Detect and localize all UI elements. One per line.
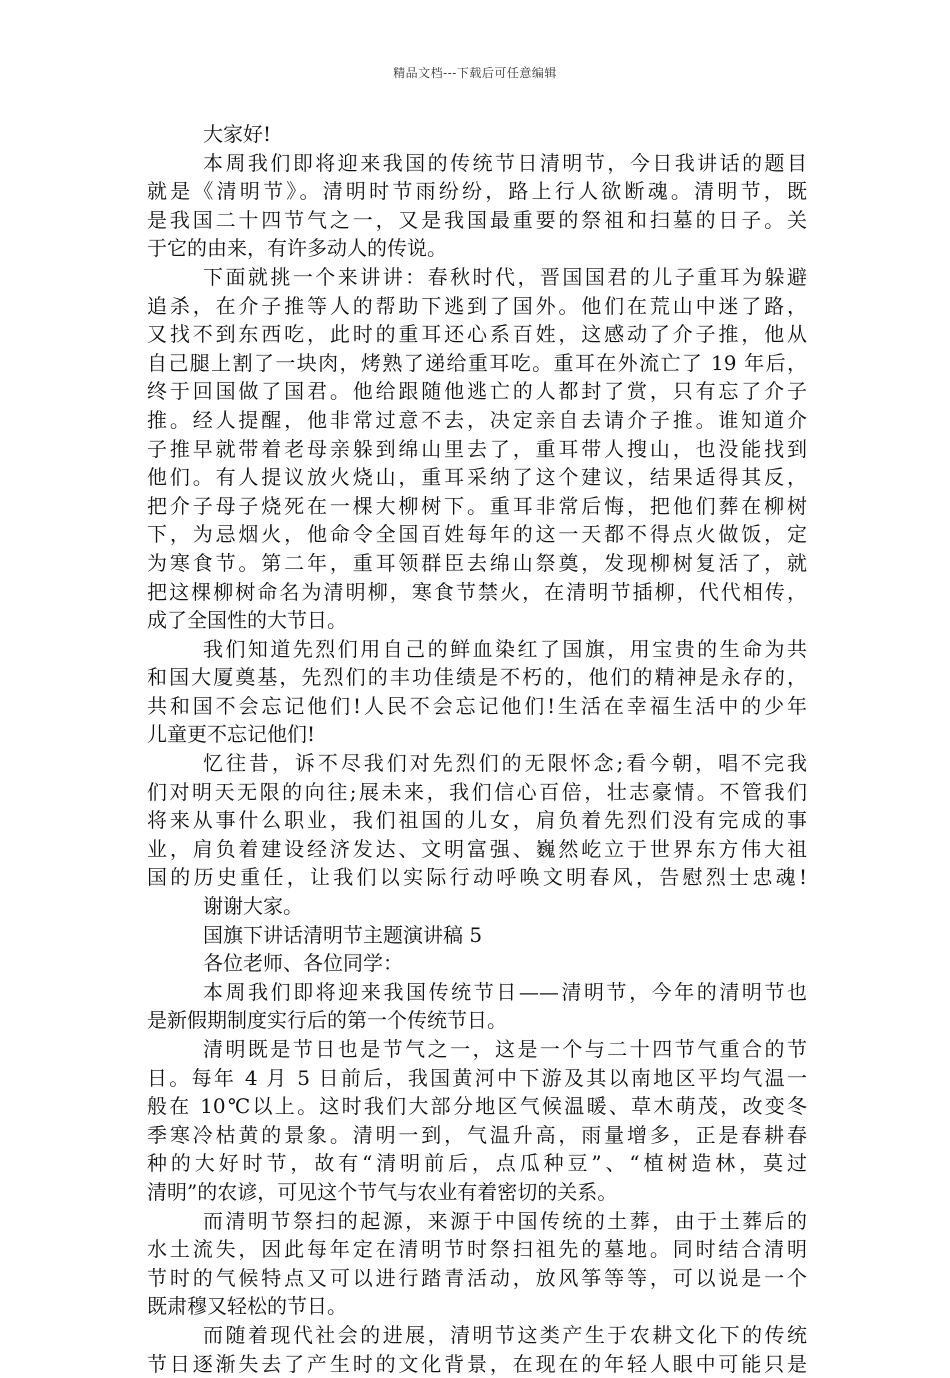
text-line: 既肃穆又轻松的节日。: [147, 1294, 347, 1319]
text-line: 和国大厦奠基，先烈们的丰功佳绩是不朽的，他们的精神是永存的，: [147, 665, 807, 690]
text-line: 是新假期制度实行后的第一个传统节日。: [147, 1008, 507, 1033]
text-line: 把介子母子烧死在一棵大柳树下。重耳非常后悔，把他们葬在柳树: [147, 493, 807, 518]
text-line: 种的大好时节，故有“清明前后，点瓜种豆”、“植树造林，莫过: [147, 1151, 807, 1176]
text-line: 般在 10℃以上。这时我们大部分地区气候温暖、草木萌茂，改变冬: [147, 1094, 807, 1119]
text-line: 业，肩负着建设经济发达、文明富强、巍然屹立于世界东方伟大祖: [147, 836, 807, 861]
text-line: 我们知道先烈们用自己的鲜血染红了国旗，用宝贵的生命为共: [203, 636, 807, 661]
text-line: 终于回国做了国君。他给跟随他逃亡的人都封了赏，只有忘了介子: [147, 379, 807, 404]
text-line: 于它的由来，有许多动人的传说。: [147, 236, 447, 261]
text-line: 们对明天无限的向往;展未来，我们信心百倍，壮志豪情。不管我们: [147, 779, 807, 804]
text-line: 清明”的农谚，可见这个节气与农业有着密切的关系。: [147, 1179, 618, 1204]
text-line: 成了全国性的大节日。: [147, 608, 347, 633]
text-line: 又找不到东西吃，此时的重耳还心系百姓，这感动了介子推，他从: [147, 322, 807, 347]
document-body: [147, 120, 807, 1378]
text-line: 忆往昔，诉不尽我们对先烈们的无限怀念;看今朝，唱不完我: [203, 751, 807, 776]
page-header: 精品文档---下载后可任意编辑: [393, 66, 557, 80]
text-line: 谢谢大家。: [203, 894, 303, 919]
text-line: 追杀，在介子推等人的帮助下逃到了国外。他们在荒山中迷了路，: [147, 293, 807, 318]
text-line: 国旗下讲话清明节主题演讲稿 5: [203, 922, 483, 947]
text-line: 就是《清明节》。清明时节雨纷纷，路上行人欲断魂。清明节，既: [147, 179, 807, 204]
text-line: 子推早就带着老母亲躲到绵山里去了，重耳带人搜山，也没能找到: [147, 436, 807, 461]
text-line: 而随着现代社会的进展，清明节这类产生于农耕文化下的传统: [203, 1322, 807, 1347]
text-line: 本周我们即将迎来我国传统节日——清明节，今年的清明节也: [203, 979, 807, 1004]
text-line: 把这棵柳树命名为清明柳，寒食节禁火，在清明节插柳，代代相传，: [147, 579, 807, 604]
text-line: 共和国不会忘记他们!人民不会忘记他们!生活在幸福生活中的少年: [147, 693, 807, 718]
text-line: 自己腿上割了一块肉，烤熟了递给重耳吃。重耳在外流亡了 19 年后，: [147, 350, 807, 375]
text-line: 下，为忌烟火，他命令全国百姓每年的这一天都不得点火做饭，定: [147, 522, 807, 547]
text-line: 推。经人提醒，他非常过意不去，决定亲自去请介子推。谁知道介: [147, 407, 807, 432]
text-line: 而清明节祭扫的起源，来源于中国传统的土葬，由于土葬后的: [203, 1208, 807, 1233]
text-line: 各位老师、各位同学：: [203, 951, 403, 976]
text-line: 国的历史重任，让我们以实际行动呼唤文明春风，告慰烈士忠魂!: [147, 865, 807, 890]
text-line: 是我国二十四节气之一，又是我国最重要的祭祖和扫墓的日子。关: [147, 207, 807, 232]
text-line: 本周我们即将迎来我国的传统节日清明节，今日我讲话的题目: [203, 150, 807, 175]
text-line: 清明既是节日也是节气之一，这是一个与二十四节气重合的节: [203, 1037, 807, 1061]
text-line: 节时的气候特点又可以进行踏青活动，放风筝等等，可以说是一个: [147, 1265, 807, 1290]
text-line: 季寒冷枯黄的景象。清明一到，气温升高，雨量增多，正是春耕春: [147, 1122, 807, 1147]
text-line: 儿童更不忘记他们!: [147, 722, 316, 747]
text-line: 日。每年 4 月 5 日前后，我国黄河中下游及其以南地区平均气温一: [147, 1065, 807, 1090]
text-line: 下面就挑一个来讲讲：春秋时代，晋国国君的儿子重耳为躲避: [203, 264, 807, 289]
text-line: 大家好!: [203, 122, 272, 146]
text-line: 将来从事什么职业，我们祖国的儿女，肩负着先烈们没有完成的事: [147, 808, 807, 833]
text-line: 他们。有人提议放火烧山，重耳采纳了这个建议，结果适得其反，: [147, 465, 807, 490]
text-line: 节日逐渐失去了产生时的文化背景，在现在的年轻人眼中可能只是: [147, 1351, 807, 1376]
text-line: 为寒食节。第二年，重耳领群臣去绵山祭奠，发现柳树复活了，就: [147, 550, 807, 575]
text-line: 水土流失，因此每年定在清明节时祭扫祖先的墓地。同时结合清明: [147, 1237, 807, 1262]
